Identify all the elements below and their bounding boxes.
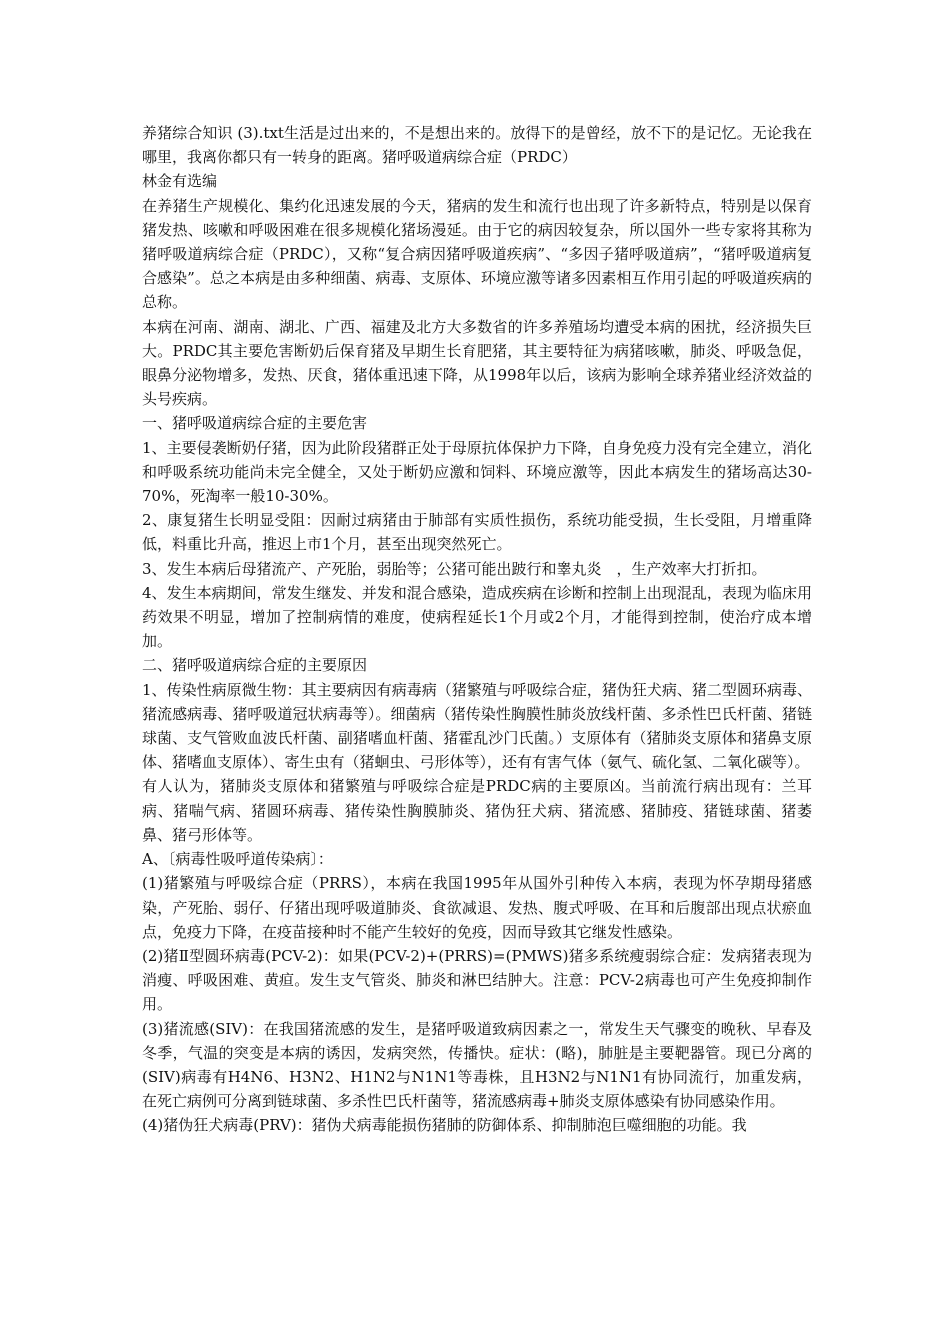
document-header-line: 养猪综合知识 (3).txt生活是过出来的，不是想出来的。放得下的是曾经，放不下的是记忆。无论我在哪里，我离你都只有一转身的距离。猪呼吸道病综合症（PRDC）	[142, 124, 812, 167]
harm-item-4: 4、发生本病期间，常发生继发、并发和混合感染，造成疾病在诊断和控制上出现混乱，表现为临床用药效果不明显，增加了控制病情的难度，使病程延长1个月或2个月，才能得到控制，使治疗成本增加。	[142, 583, 812, 651]
subsection-heading-viral: A、〔病毒性吸呼道传染病〕：	[142, 850, 333, 869]
harm-item-3: 3、发生本病后母猪流产、产死胎，弱胎等；公猪可能出跛行和睾丸炎 ，生产效率大打折扣。	[142, 559, 767, 578]
impact-paragraph: 本病在河南、湖南、湖北、广西、福建及北方大多数省的许多养殖场均遭受本病的困扰，经济损失巨大。PRDC其主要危害断奶后保育猪及早期生长育肥猪，其主要特征为病猪咳嗽，肺炎、呼吸急促，眼鼻分泌物增多，发热、厌食，猪体重迅速下降，从1998年以后，该病为影响全球养猪业经济效益的头号疾病。	[142, 317, 812, 409]
intro-paragraph: 在养猪生产规模化、集约化迅速发展的今天，猪病的发生和流行也出现了许多新特点，特别是以保育猪发热、咳嗽和呼吸困难在很多规模化猪场漫延。由于它的病因较复杂，所以国外一些专家将其称为猪呼吸道病综合症（PRDC），又称“复合病因猪呼吸道疾病”、“多因子猪呼吸道病”，“猪呼吸道病复合感染”。总之本病是由多种细菌、病毒、支原体、环境应激等诸多因素相互作用引起的呼吸道疾病的总称。	[142, 196, 812, 312]
harm-item-2: 2、康复猪生长明显受阻：因耐过病猪由于肺部有实质性损伤，系统功能受损，生长受阻，月增重降低，料重比升高，推迟上市1个月，甚至出现突然死亡。	[142, 511, 812, 554]
section-heading-harms: 一、猪呼吸道病综合症的主要危害	[142, 414, 368, 433]
author-line: 林金有选编	[142, 172, 218, 191]
viral-item-prrs: (1)猪繁殖与呼吸综合症（PRRS），本病在我国1995年从国外引种传入本病，表现为怀孕期母猪感染，产死胎、弱仔、仔猪出现呼吸道肺炎、食欲减退、发热、腹式呼吸、在耳和后腹部出现点状瘀血点，免疫力下降，在疫苗接种时不能产生较好的免疫，因而导致其它继发性感染。	[142, 874, 812, 941]
viral-item-prv: (4)猪伪狂犬病毒(PRV)：猪伪犬病毒能损伤猪肺的防御体系、抑制肺泡巨噬细胞的功能。我	[142, 1116, 747, 1135]
section-heading-causes: 二、猪呼吸道病综合症的主要原因	[142, 656, 368, 675]
viral-item-siv: (3)猪流感(SIV)：在我国猪流感的发生，是猪呼吸道致病因素之一，常发生天气骤变的晚秋、早春及冬季，气温的突变是本病的诱因，发病突然，传播快。症状：(略)，肺脏是主要靶器管。现已分离的(SIV)病毒有H4N6、H3N2、H1N2与N1N1等毒株，且H3N2与N1N1有协同流行，加重发病，在死亡病例可分离到链球菌、多杀性巴氏杆菌等，猪流感病毒+肺炎支原体感染有协同感染作用。	[142, 1019, 812, 1111]
harm-item-1: 1、主要侵袭断奶仔猪，因为此阶段猪群正处于母原抗体保护力下降，自身免疫力没有完全建立，消化和呼吸系统功能尚未完全健全，又处于断奶应激和饲料、环境应激等，因此本病发生的猪场高达30-70%，死淘率一般10-30%。	[142, 438, 812, 506]
cause-opinion-paragraph: 有人认为，猪肺炎支原体和猪繁殖与呼吸综合症是PRDC病的主要原凶。当前流行病出现有：兰耳病、猪喘气病、猪圆环病毒、猪传染性胸膜肺炎、猪伪狂犬病、猪流感、猪肺疫、猪链球菌、猪萎鼻、猪弓形体等。	[142, 777, 812, 844]
viral-item-pcv2: (2)猪Ⅱ型圆环病毒(PCV-2)：如果(PCV-2)+(PRRS)=(PMWS)猪多系统瘦弱综合症：发病猪表现为消瘦、呼吸困难、黄疸。发生支气管炎、肺炎和淋巴结肿大。注意：PCV-2病毒也可产生免疫抑制作用。	[142, 946, 812, 1014]
document-body	[142, 121, 812, 1138]
cause-item-1: 1、传染性病原微生物：其主要病因有病毒病（猪繁殖与呼吸综合症，猪伪狂犬病、猪二型圆环病毒、猪流感病毒、猪呼吸道冠状病毒等）。细菌病（猪传染性胸膜性肺炎放线杆菌、多杀性巴氏杆菌、猪链球菌、支气管败血波氏杆菌、副猪嗜血杆菌、猪霍乱沙门氏菌。）支原体有（猪肺炎支原体和猪鼻支原体、猪嗜血支原体）、寄生虫有（猪蛔虫、弓形体等），还有有害气体（氨气、硫化氢、二氧化碳等）。	[142, 680, 812, 772]
